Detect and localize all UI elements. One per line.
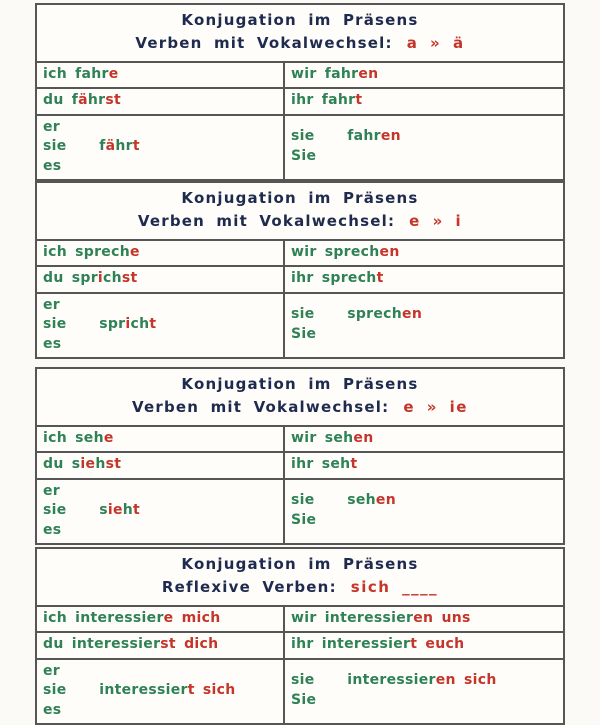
conjugation-line [43,157,277,177]
text-segment: t [133,502,141,519]
table-row [37,453,563,480]
conjugation-cell-right [285,294,563,358]
conjugation-cell-right [285,480,563,544]
text-segment: t [376,270,384,287]
text-segment: es [43,521,62,538]
table-subtitle-label: Reflexive Verben: [161,578,337,597]
text-segment: Sie [291,148,317,165]
conjugation-table-4 [35,547,565,725]
text-segment: e mich [163,609,221,626]
conjugation-line [43,243,277,263]
text-segment: ch [103,270,122,287]
conjugation-line [43,482,277,502]
table-row [37,607,563,634]
conjugation-line [291,455,557,475]
text-segment: sie f [43,138,106,155]
conjugation-cell-left [37,89,285,116]
conjugation-line [43,137,277,157]
text-segment: i [125,316,131,333]
table-title-line2 [37,396,563,419]
conjugation-cell-right [285,267,563,294]
text-segment: du f [43,92,79,109]
table-title [37,369,563,427]
text-segment: ie [107,502,123,519]
conjugation-line [291,511,557,531]
conjugation-cell-left [37,607,285,634]
text-segment: t [355,92,363,109]
text-segment: wir fahr [291,65,359,82]
conjugation-cell-left [37,63,285,90]
text-segment: ihr fahr [291,92,356,109]
table-title [37,5,563,63]
conjugation-line [43,701,277,721]
conjugation-table-1 [35,3,565,181]
text-segment: sie interessier [43,682,188,699]
text-segment: ich sprech [43,243,130,260]
table-subtitle-label: Verben mit Vokalwechsel: [135,34,393,53]
text-segment: t sich [187,682,236,699]
conjugation-line [43,296,277,316]
conjugation-line [291,325,557,345]
table-subtitle-label: Verben mit Vokalwechsel: [137,212,396,231]
table-row [37,294,563,358]
conjugation-cell-right [285,660,563,724]
conjugation-cell-right [285,453,563,480]
table-subtitle-label: Verben mit Vokalwechsel: [132,398,390,417]
text-segment: t [149,316,157,333]
conjugation-line [43,269,277,289]
text-segment: hr [87,92,106,109]
table-row [37,660,563,724]
conjugation-table-3 [35,367,565,545]
text-segment: es [43,701,62,718]
text-segment: t [132,138,140,155]
text-segment: st [105,456,122,473]
text-segment: wir sprech [291,243,380,260]
text-segment: du interessier [43,636,161,653]
text-segment: wir seh [291,429,354,446]
conjugation-line [43,429,277,449]
conjugation-cell-left [37,453,285,480]
conjugation-cell-left [37,241,285,268]
table-row [37,63,563,90]
vowel-change-accent: a » ä [406,34,465,53]
text-segment: en sich [435,672,497,689]
conjugation-line [43,521,277,541]
conjugation-line [291,243,557,263]
conjugation-cell-right [285,241,563,268]
text-segment: ich fahr [43,65,109,82]
text-segment: er [43,482,60,499]
text-segment: st [121,270,138,287]
table-row [37,480,563,544]
text-segment: h [122,502,134,519]
table-row [37,633,563,660]
vowel-change-accent: sich ____ [350,578,439,597]
conjugation-line [291,269,557,289]
text-segment: wir interessier [291,609,414,626]
conjugation-line [43,681,277,701]
text-segment: ihr interessier [291,636,411,653]
text-segment: st [105,92,122,109]
text-segment: sie sprech [291,306,403,323]
conjugation-line [291,127,557,147]
conjugation-line [43,635,277,655]
conjugation-line [43,315,277,335]
text-segment: en [380,128,401,145]
text-segment: Sie [291,512,317,529]
conjugation-line [43,455,277,475]
conjugation-cell-left [37,116,285,180]
text-segment: sie fahr [291,128,381,145]
conjugation-cell-left [37,427,285,454]
text-segment: sie spr [43,316,126,333]
text-segment: ich seh [43,429,104,446]
text-segment: en [358,65,379,82]
conjugation-line [291,691,557,711]
text-segment: du spr [43,270,98,287]
vowel-change-accent: e » i [409,212,463,231]
text-segment: e [103,429,114,446]
text-segment: en [402,306,423,323]
text-segment: Sie [291,326,317,343]
conjugation-cell-left [37,267,285,294]
text-segment: ie [80,456,96,473]
text-segment: h [95,456,106,473]
table-row [37,427,563,454]
conjugation-line [291,65,557,85]
conjugation-line [43,609,277,629]
conjugation-line [291,671,557,691]
table-row [37,89,563,116]
table-title-line1: Konjugation im Präsens [181,375,419,393]
text-segment: en [379,243,400,260]
text-segment: ä [78,92,88,109]
text-segment: en [375,492,396,509]
text-segment: e [108,65,119,82]
conjugation-table-2 [35,181,565,359]
conjugation-line [291,609,557,629]
conjugation-line [291,305,557,325]
conjugation-line [43,118,277,138]
conjugation-line [43,65,277,85]
text-segment: en uns [413,609,471,626]
table-row [37,267,563,294]
conjugation-cell-left [37,660,285,724]
conjugation-line [291,635,557,655]
conjugation-line [291,491,557,511]
text-segment: e [129,243,140,260]
text-segment: du s [43,456,81,473]
table-title-line1: Konjugation im Präsens [181,189,419,207]
conjugation-line [291,147,557,167]
text-segment: sie s [43,502,108,519]
conjugation-cell-right [285,63,563,90]
text-segment: ihr seh [291,456,351,473]
text-segment: sie interessier [291,672,436,689]
conjugation-cell-left [37,294,285,358]
table-title-line1: Konjugation im Präsens [181,11,419,29]
conjugation-cell-right [285,89,563,116]
text-segment: Sie [291,692,317,709]
conjugation-line [43,501,277,521]
text-segment: ä [105,138,116,155]
table-title-line2 [37,576,563,599]
conjugation-line [291,429,557,449]
conjugation-line [43,91,277,111]
table-title-line1: Konjugation im Präsens [181,555,419,573]
conjugation-cell-left [37,633,285,660]
conjugation-cell-right [285,116,563,180]
table-title-line2 [37,32,563,55]
table-title-line2 [37,210,563,233]
text-segment: er [43,118,60,135]
table-row [37,241,563,268]
text-segment: t euch [410,636,465,653]
text-segment: er [43,662,60,679]
conjugation-cell-right [285,633,563,660]
conjugation-line [43,335,277,355]
table-title [37,183,563,241]
conjugation-cell-right [285,607,563,634]
text-segment: ch [130,316,150,333]
text-segment: es [43,157,62,174]
conjugation-cell-right [285,427,563,454]
text-segment: hr [115,138,133,155]
text-segment: en [353,429,374,446]
text-segment: st dich [160,636,219,653]
text-segment: er [43,296,60,313]
text-segment: ich interessier [43,609,164,626]
table-row [37,116,563,180]
text-segment: ihr sprech [291,270,377,287]
table-title [37,549,563,607]
text-segment: t [350,456,358,473]
conjugation-line [291,91,557,111]
conjugation-line [43,662,277,682]
text-segment: es [43,335,62,352]
text-segment: sie seh [291,492,376,509]
vowel-change-accent: e » ie [403,398,468,417]
conjugation-cell-left [37,480,285,544]
text-segment: i [97,270,104,287]
